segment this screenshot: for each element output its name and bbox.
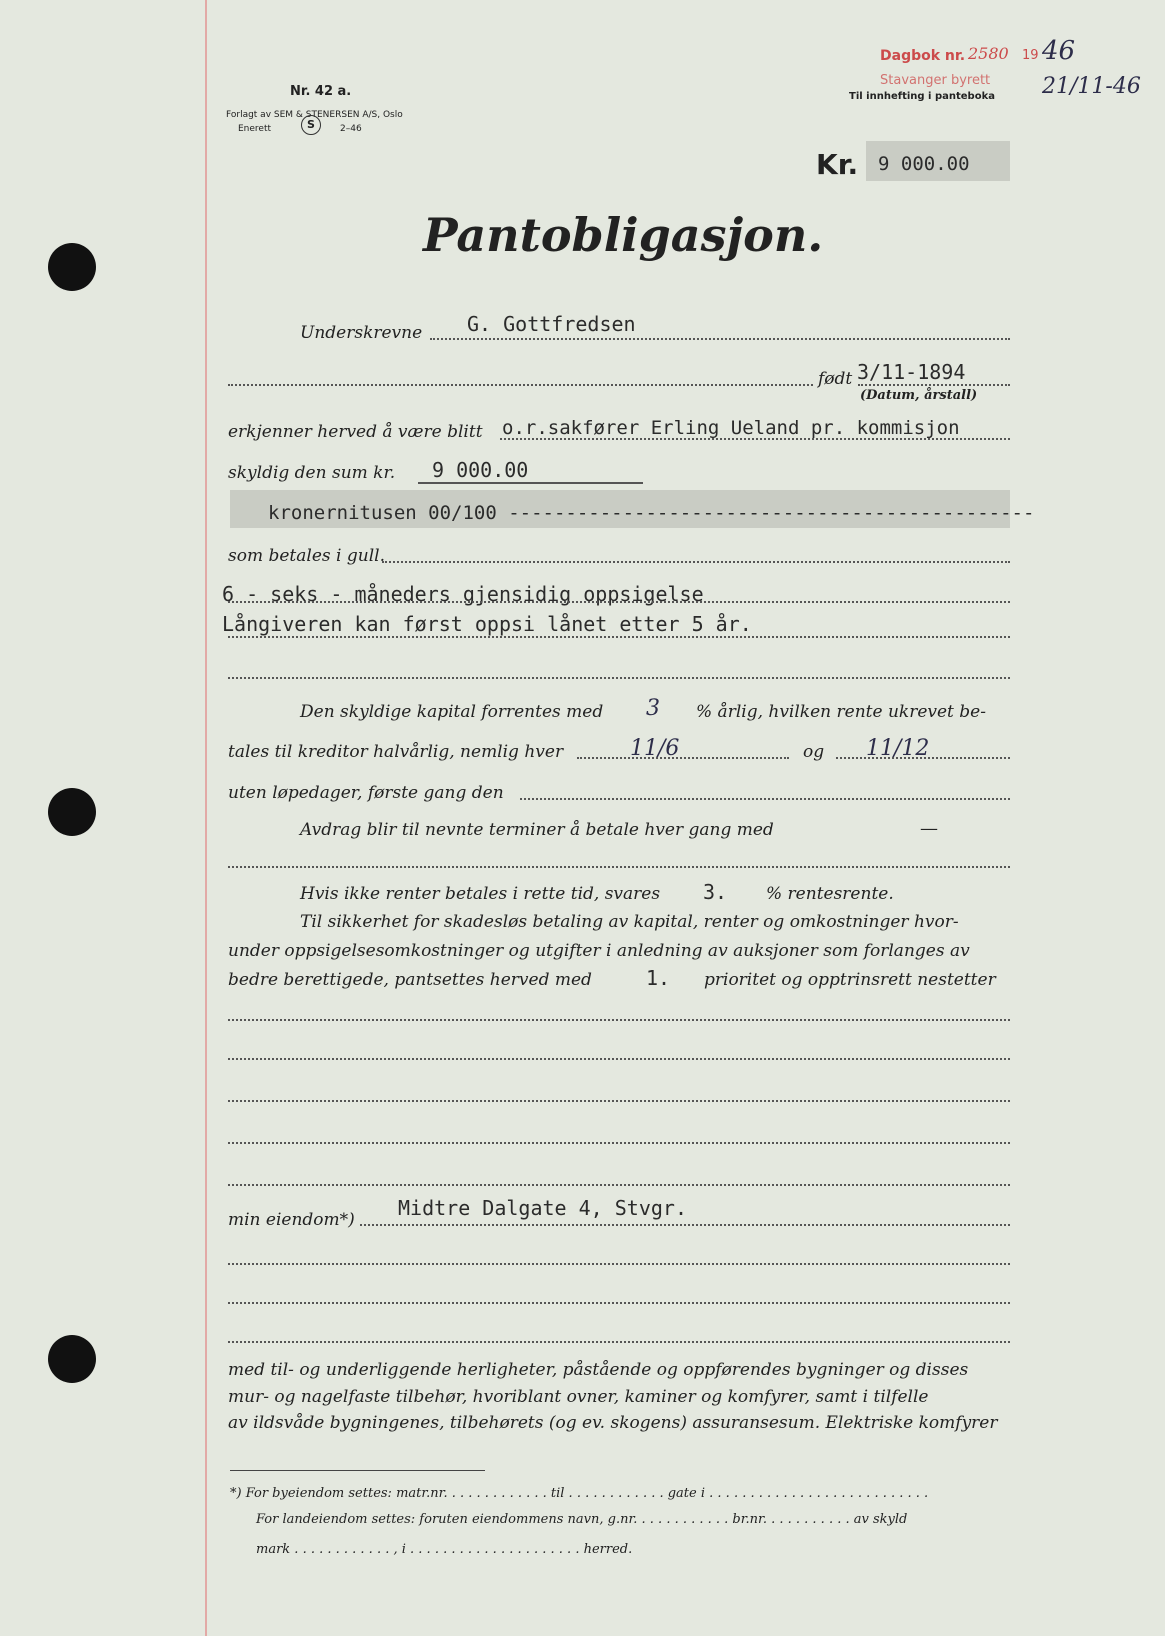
document-title: Pantobligasjon. [423,208,824,262]
erkjenner-value: o.r.sakfører Erling Ueland pr. kommisjon [502,417,960,439]
dotted-line [228,1100,1010,1102]
dotted-line [228,866,1010,868]
tales-text: tales til kreditor halvårlig, nemlig hver [228,742,564,762]
skyldig-label: skyldig den sum kr. [228,463,396,483]
og-text: og [803,742,825,762]
dotted-line [577,757,789,759]
dagbok-label: Dagbok nr. [880,48,966,64]
prioritet-value: 1. [646,966,671,990]
underskrevne-value: G. Gottfredsen [467,312,636,336]
underline [418,482,643,484]
amount-label: Kr. [816,148,859,181]
term-2: 11/12 [866,736,930,761]
skyldig-value: 9 000.00 [432,458,529,482]
rente-text: Den skyldige kapital forrentes med [300,702,604,722]
herligheter-line2: mur- og nagelfaste tilbehør, hvoriblant ovner, kaminer og komfyrer, samt i tilfelle [228,1387,929,1407]
fodt-label: født [818,369,853,389]
dotted-line [520,798,1010,800]
dotted-line [228,1302,1010,1304]
margin-line [205,0,207,1636]
punch-hole-middle [48,788,96,836]
publisher-logo-icon: S [301,115,321,135]
dotted-line [228,636,1010,638]
dagbok-year-prefix: 19 [1022,48,1039,63]
eiendom-label: min eiendom*) [228,1210,355,1230]
avdrag-text: Avdrag blir til nevnte terminer å betale hver gang med [300,820,774,840]
dotted-line [228,601,1010,603]
dotted-line [228,1184,1010,1186]
oppsigelse-line1: 6 - seks - måneders gjensidig oppsigelse [222,582,704,606]
herligheter-line1: med til- og underliggende herligheter, påstående og oppførendes bygninger og disses [228,1360,969,1380]
lopedager-text: uten løpedager, første gang den [228,783,504,803]
datum-hint: (Datum, årstall) [860,388,978,403]
eiendom-value: Midtre Dalgate 4, Stvgr. [398,1196,687,1220]
fodt-value: 3/11-1894 [857,360,966,384]
herligheter-line3: av ildsvåde bygningenes, tilbehørets (og ev. skogens) assuransesum. Elektriske komfyrer [228,1413,998,1433]
dotted-line [430,338,1010,340]
dotted-line [228,384,813,386]
footnote-line1: *) For byeiendom settes: matr.nr. . . . . . . . . . . . . til . . . . . . . . . . . . gate i . . . . . . . . . . . . . . . . . . . . . . . . . . . [230,1486,929,1501]
dotted-line [228,1341,1010,1343]
dotted-line [228,1058,1010,1060]
footnote-line2: For landeiendom settes: foruten eiendommens navn, g.nr. . . . . . . . . . . . br.nr. . . . . . . . . . . av skyld [256,1512,908,1527]
dotted-line [228,1019,1010,1021]
form-number: Nr. 42 a. [290,84,352,99]
filing-note: Til innhefting i panteboka [849,91,995,102]
punch-hole-bottom [48,1335,96,1383]
dotted-line [858,384,1010,386]
publisher-enerett: Enerett [238,124,272,134]
hvis-text: Hvis ikke renter betales i rette tid, svares [300,884,661,904]
dotted-line [360,1224,1010,1226]
stamp-place: Stavanger byrett [880,73,991,88]
dotted-line [382,561,1010,563]
footnote-line3: mark . . . . . . . . . . . . , i . . . . . . . . . . . . . . . . . . . . . herred. [256,1542,633,1557]
rente-value: 3 [646,696,660,721]
publisher-line: Forlagt av SEM & STENERSEN A/S, Oslo [226,110,403,120]
underskrevne-label: Underskrevne [300,323,423,343]
publisher-date: 2–46 [340,124,362,134]
betales-label: som betales i gull. [228,546,385,566]
oppsigelse-line2: Långiveren kan først oppsi lånet etter 5 år. [222,612,752,636]
hvis-value: 3. [703,880,728,904]
footnote-rule [230,1470,485,1471]
dagbok-number: 2580 [968,44,1009,63]
dotted-line [228,677,1010,679]
hvis-text-end: % rentesrente. [766,884,894,904]
stamp-date: 21/11-46 [1042,74,1141,99]
amount-value: 9 000.00 [878,153,970,175]
sikkerhet-line3: bedre berettigede, pantsettes herved med [228,970,592,990]
erkjenner-label: erkjenner herved å være blitt [228,422,483,442]
dotted-line [228,1263,1010,1265]
term-1: 11/6 [630,736,680,761]
dotted-line [228,1142,1010,1144]
rente-text-end: % årlig, hvilken rente ukrevet be- [696,702,986,722]
sikkerhet-line3-end: prioritet og opptrinsrett nestetter [704,970,996,990]
sikkerhet-line1: Til sikkerhet for skadesløs betaling av kapital, renter og omkostninger hvor- [300,912,959,932]
sum-words: kronernitusen 00/100 ---------------------------------------------- [268,502,1035,524]
avdrag-value: — [920,818,938,839]
sikkerhet-line2: under oppsigelsesomkostninger og utgifter i anledning av auksjoner som forlanges av [228,941,970,961]
dagbok-year: 46 [1042,36,1076,66]
punch-hole-top [48,243,96,291]
